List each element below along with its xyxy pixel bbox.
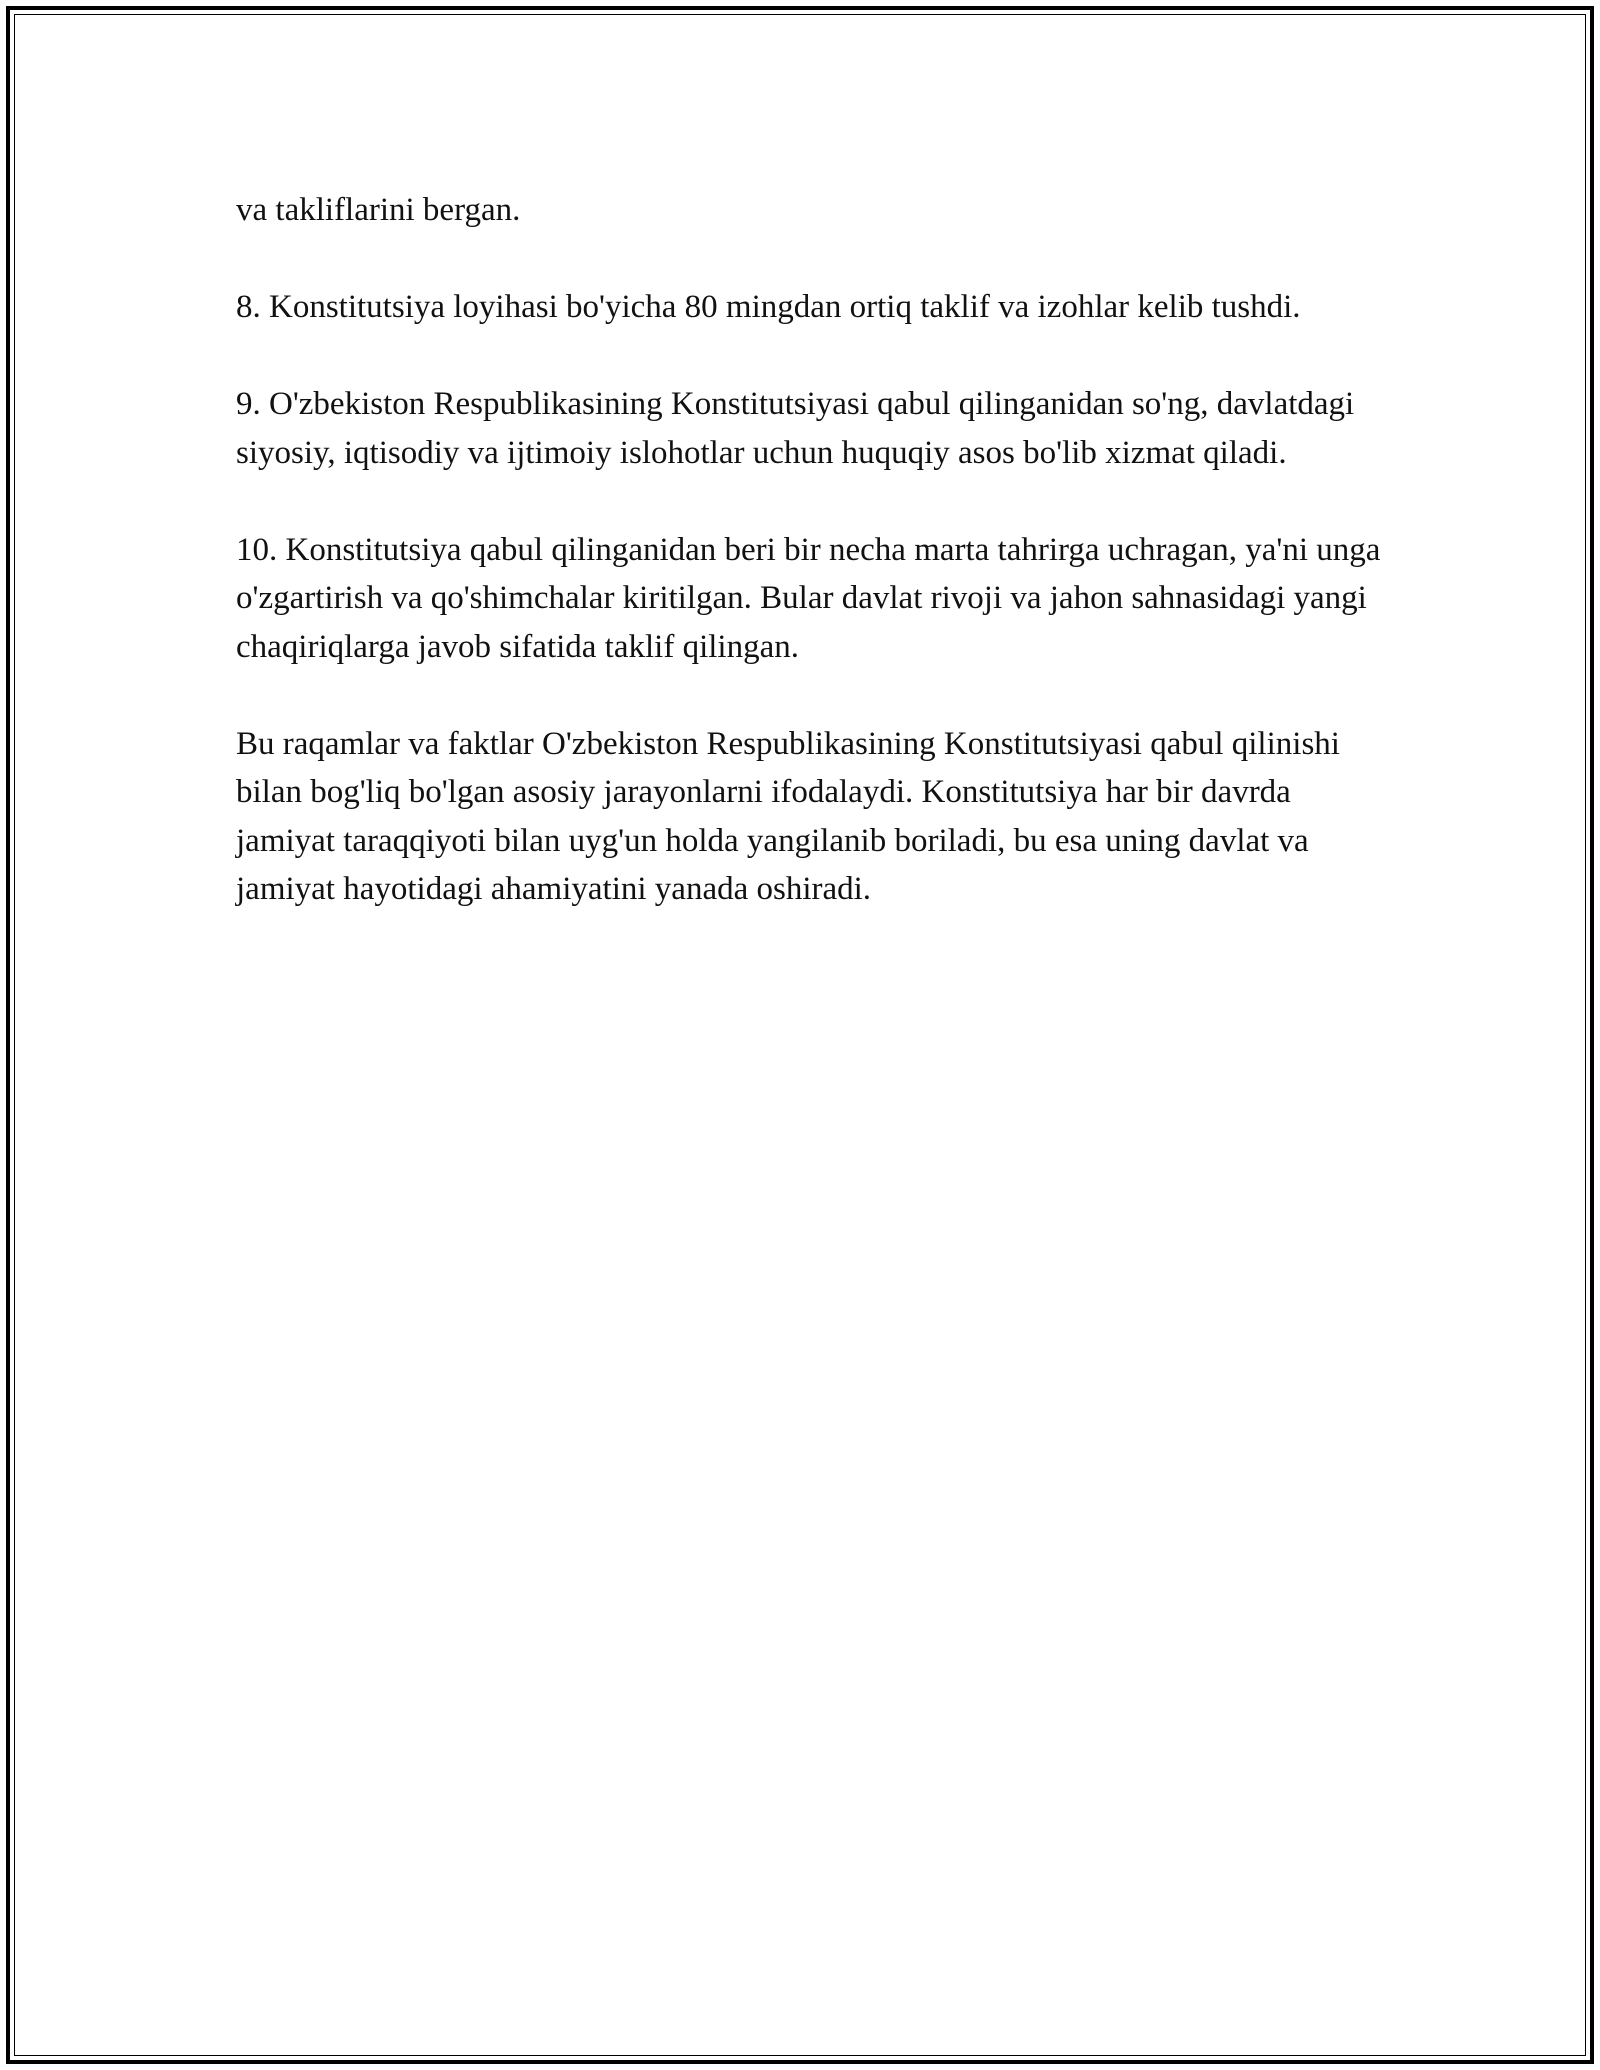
paragraph-item-10: 10. Konstitutsiya qabul qilinganidan beri bir necha marta tahrirga uchragan, ya'ni unga o'zgartirish va qo'shimchalar kiritilgan. Bular davlat rivoji va jahon sahnasidagi yangi chaqiriqlarga javob sifatida taklif qilingan. — [236, 531, 1381, 665]
paragraph-item-8: 8. Konstitutsiya loyihasi bo'yicha 80 mingdan ortiq taklif va izohlar kelib tushdi. — [236, 289, 1301, 325]
document-body — [236, 186, 1386, 962]
paragraph-item-9: 9. O'zbekiston Respublikasining Konstitutsiyasi qabul qilinganidan so'ng, davlatdagi siyosiy, iqtisodiy va ijtimoiy islohotlar uchun huquqiy asos bo'lib xizmat qiladi. — [236, 386, 1355, 471]
paragraph-conclusion: Bu raqamlar va faktlar O'zbekiston Respublikasining Konstitutsiyasi qabul qilinishi bilan bog'liq bo'lgan asosiy jarayonlarni ifodalaydi. Konstitutsiya har bir davrda jamiyat taraqqiyoti bilan uyg'un holda yangilanib boriladi, bu esa uning davlat va jamiyat hayotidagi ahamiyatini yanada oshiradi. — [236, 725, 1340, 907]
paragraph-continuation: va takliflarini bergan. — [236, 192, 521, 228]
